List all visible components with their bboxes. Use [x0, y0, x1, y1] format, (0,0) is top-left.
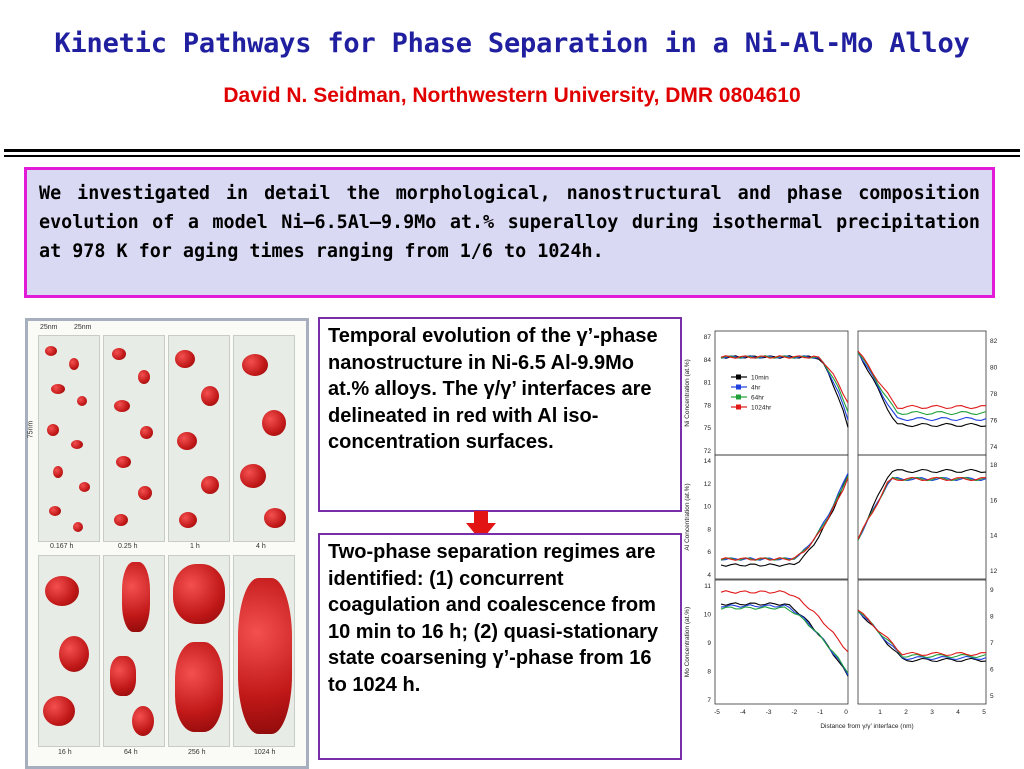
- series-left-0-0: [721, 356, 848, 428]
- side-scale-label: 75nm: [27, 420, 35, 439]
- y-tick-left-0-3: 78: [703, 402, 711, 410]
- intro-text-box: We investigated in detail the morphological, nanostructural and phase composition evolution of a model Ni–6.5Al–9.9Mo at.% superalloy during isothermal precipitation at 978 K for aging times ranging from 1/6 to 1024h.: [24, 167, 995, 298]
- y-tick-right-1-0: 18: [990, 462, 998, 469]
- legend-label-2: 64hr: [751, 394, 765, 402]
- legend-marker-0: [736, 375, 741, 380]
- x-tick-right-4: 5: [982, 709, 986, 716]
- y-tick-right-0-4: 74: [990, 444, 998, 451]
- y-tick-left-2-3: 8: [707, 668, 711, 676]
- time-label-1h: 1 h: [190, 543, 200, 550]
- series-left-2-0: [721, 603, 848, 677]
- time-label-1024h: 1024 h: [254, 749, 276, 756]
- reconstruction-4h: [233, 335, 295, 542]
- x-tick-left-3: -2: [791, 709, 798, 716]
- reconstruction-025h: [103, 335, 165, 542]
- y-tick-right-1-1: 16: [990, 497, 998, 505]
- title-divider-bottom: [4, 155, 1020, 157]
- y-axis-label-2: Mo Concentration (at.%): [684, 606, 691, 678]
- plot-frame-right-0: [858, 331, 986, 455]
- x-tick-left-0: -5: [714, 709, 720, 716]
- y-axis-label-1: Al Concentration (at.%): [684, 483, 691, 551]
- y-tick-left-0-1: 84: [703, 356, 711, 364]
- series-right-2-3: [858, 610, 986, 655]
- y-tick-left-1-5: 4: [707, 572, 711, 579]
- y-tick-right-0-3: 76: [990, 417, 998, 425]
- series-left-2-1: [721, 605, 848, 676]
- y-tick-right-1-2: 14: [990, 532, 998, 540]
- time-label-256h: 256 h: [188, 749, 206, 756]
- legend-marker-3: [736, 405, 741, 410]
- y-tick-left-0-2: 81: [703, 379, 711, 387]
- legend-marker-1: [736, 385, 741, 390]
- time-label-16h: 16 h: [58, 749, 72, 756]
- y-tick-left-2-2: 9: [707, 640, 711, 647]
- reconstruction-0167h: [38, 335, 100, 542]
- y-tick-right-1-3: 12: [990, 568, 998, 575]
- series-left-2-2: [721, 607, 848, 673]
- nanostructure-caption-box: Temporal evolution of the γ’-phase nanostructure in Ni-6.5 Al-9.9Mo at.% alloys. The γ/γ’ interfaces are delineated in red with Al iso-concentration surfaces.: [318, 317, 682, 512]
- legend-label-3: 1024hr: [751, 404, 772, 412]
- x-axis-label: Distance from γ/γ’ interface (nm): [820, 723, 914, 730]
- y-tick-left-1-1: 12: [703, 480, 711, 488]
- time-label-64h: 64 h: [124, 749, 138, 756]
- y-tick-right-2-0: 9: [990, 587, 994, 594]
- series-right-0-2: [858, 353, 986, 415]
- chart-legend: [731, 375, 772, 412]
- plot-frame-left-2: [715, 580, 848, 704]
- x-tick-right-1: 2: [904, 709, 908, 716]
- y-tick-right-0-1: 80: [990, 364, 998, 372]
- concentration-profile-chart: [677, 313, 1007, 746]
- reconstruction-64h: [103, 555, 165, 747]
- plot-frame-right-2: [858, 580, 986, 704]
- y-tick-left-2-4: 7: [707, 697, 711, 704]
- time-label-0167h: 0.167 h: [50, 543, 74, 550]
- legend-marker-2: [736, 395, 741, 400]
- y-tick-left-0-5: 72: [703, 448, 711, 455]
- series-right-1-3: [858, 477, 986, 539]
- y-tick-right-0-0: 82: [990, 338, 998, 345]
- series-left-2-3: [721, 591, 848, 652]
- legend-label-1: 4hr: [751, 384, 761, 392]
- series-right-0-0: [858, 351, 986, 427]
- reconstruction-256h: [168, 555, 230, 747]
- reconstruction-1h: [168, 335, 230, 542]
- y-tick-right-2-3: 6: [990, 666, 994, 674]
- series-right-2-1: [858, 611, 986, 659]
- series-right-2-0: [858, 610, 986, 662]
- time-label-025h: 0.25 h: [118, 543, 138, 550]
- x-tick-right-3: 4: [956, 709, 960, 716]
- x-tick-left-1: -4: [739, 709, 746, 716]
- series-left-1-0: [721, 475, 848, 566]
- y-tick-left-2-1: 10: [703, 611, 711, 619]
- reconstruction-1024h: [233, 555, 295, 747]
- title-divider-top: [4, 149, 1020, 152]
- series-right-1-2: [858, 477, 986, 540]
- time-label-4h: 4 h: [256, 543, 266, 550]
- y-tick-right-2-1: 8: [990, 613, 994, 621]
- scale-label-2: 25nm: [74, 324, 92, 331]
- y-tick-right-0-2: 78: [990, 391, 998, 398]
- x-tick-left-4: -1: [817, 709, 824, 716]
- legend-label-0: 10min: [751, 374, 769, 382]
- y-tick-left-1-4: 6: [707, 549, 711, 557]
- y-tick-left-0-0: 87: [703, 334, 711, 341]
- slide-title: Kinetic Pathways for Phase Separation in a Ni-Al-Mo Alloy: [54, 28, 970, 59]
- series-left-1-3: [721, 478, 848, 560]
- plot-frame-left-0: [715, 331, 848, 455]
- y-tick-right-2-4: 5: [990, 693, 994, 700]
- y-tick-left-1-0: 14: [703, 458, 711, 465]
- x-tick-right-2: 3: [930, 709, 934, 716]
- y-tick-left-1-2: 10: [703, 503, 711, 511]
- series-right-2-2: [858, 612, 986, 658]
- x-tick-left-2: -3: [765, 709, 772, 716]
- x-tick-right-0: 1: [878, 709, 882, 716]
- y-tick-left-0-4: 75: [703, 425, 711, 433]
- x-tick-left-5: 0: [844, 709, 848, 716]
- y-axis-label-0: Ni Concentration (at.%): [684, 359, 691, 427]
- series-right-1-1: [858, 477, 986, 540]
- y-tick-right-2-2: 7: [990, 640, 994, 647]
- y-tick-left-1-3: 8: [707, 526, 711, 534]
- plot-frame-right-1: [858, 455, 986, 579]
- y-tick-left-2-0: 11: [704, 583, 711, 590]
- atom-probe-micrograph: [25, 318, 309, 769]
- slide-subtitle: David N. Seidman, Northwestern University, DMR 0804610: [223, 84, 801, 107]
- reconstruction-16h: [38, 555, 100, 747]
- scale-label-1: 25nm: [40, 324, 58, 331]
- series-right-0-3: [858, 351, 986, 408]
- series-left-0-2: [721, 356, 848, 412]
- regimes-caption-box: Two-phase separation regimes are identified: (1) concurrent coagulation and coalescence from 10 min to 16 h; (2) quasi-stationary state coarsening γ’-phase from 16 to 1024 h.: [318, 533, 682, 760]
